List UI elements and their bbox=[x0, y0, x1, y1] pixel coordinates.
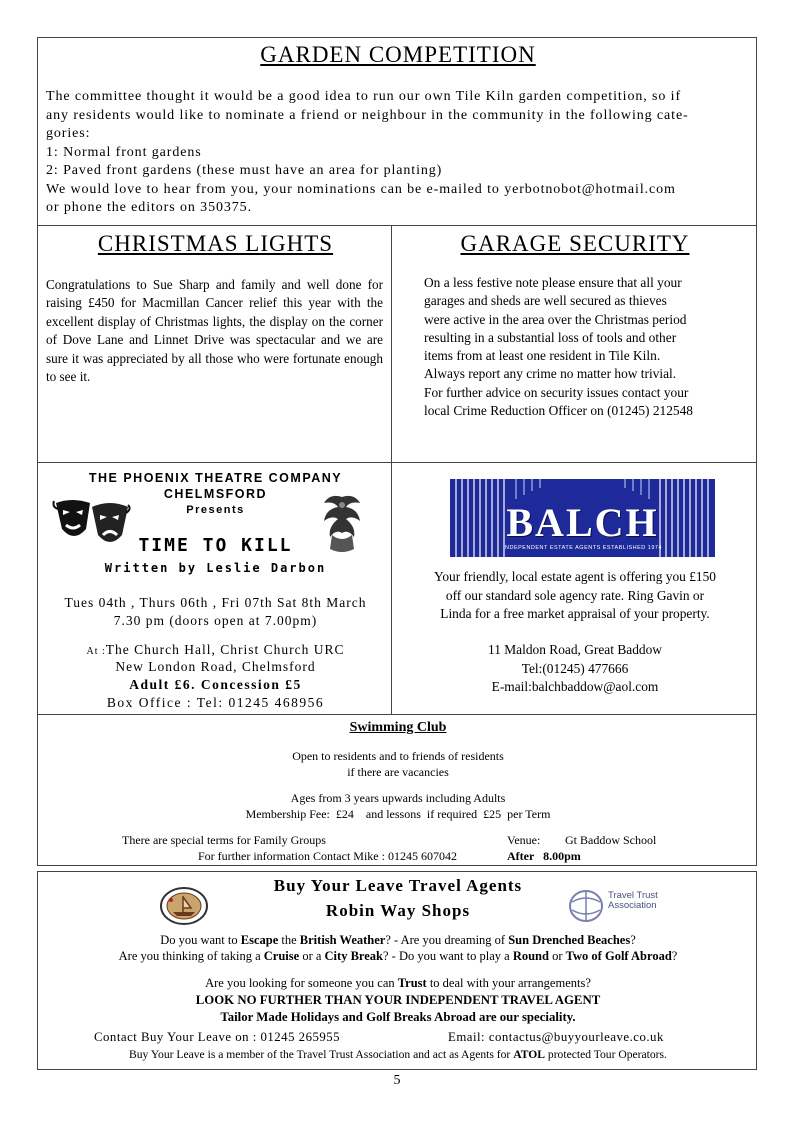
venue-prefix: At : bbox=[86, 646, 106, 657]
garage-line: For further advice on security issues contact your bbox=[424, 384, 689, 400]
garage-line: items from at least one resident in Tile Kiln. bbox=[424, 348, 661, 364]
theatre-company: THE PHOENIX THEATRE COMPANY bbox=[88, 471, 343, 485]
balch-tel: Tel:(01245) 477666 bbox=[521, 661, 629, 676]
travel-email[interactable]: Email: contactus@buyyourleave.co.uk bbox=[448, 1030, 664, 1044]
play-title: TIME TO KILL bbox=[138, 535, 293, 556]
travel-tailor: Tailor Made Holidays and Golf Breaks Abroad are our speciality. bbox=[220, 1010, 576, 1024]
garage-line: local Crime Reduction Officer on (01245) 212548 bbox=[424, 403, 693, 419]
balch-address: 11 Maldon Road, Great Baddow bbox=[488, 642, 662, 657]
garage-line: On a less festive note please ensure that all your bbox=[424, 275, 682, 290]
garden-line: The committee thought it would be a good idea to run our own Tile Kiln garden competition, so if bbox=[46, 89, 682, 104]
garden-line: any residents would like to nominate a friend or neighbour in the community in the following cate- bbox=[46, 107, 689, 123]
garden-line: 2: Paved front gardens (these must have an area for planting) bbox=[46, 163, 443, 178]
travel-question-1: Do you want to Escape the British Weather? - Are you dreaming of Sun Drenched Beaches? bbox=[160, 933, 636, 947]
theatre-time: 7.30 pm (doors open at 7.00pm) bbox=[113, 613, 318, 628]
balch-offer bbox=[392, 568, 758, 624]
travel-title-1: Buy Your Leave Travel Agents bbox=[273, 876, 523, 895]
swimming-contact: For further information Contact Mike : 01245 607042 bbox=[198, 849, 457, 863]
garage-line: resulting in a substantial loss of tools and other bbox=[424, 329, 677, 345]
travel-contact: Contact Buy Your Leave on : 01245 265955 bbox=[94, 1030, 341, 1044]
balch-line: off our standard sole agency rate. Ring Gavin or bbox=[445, 587, 705, 603]
balch-line: Linda for a free market appraisal of your property. bbox=[440, 606, 710, 621]
theatre-road: New London Road, Chelmsford bbox=[115, 659, 316, 674]
swimming-venue: Gt Baddow School bbox=[565, 833, 657, 847]
garden-line: We would love to hear from you, your nominations can be e-mailed to yerbotnobot@hotmail.com bbox=[46, 181, 676, 197]
christmas-body: Congratulations to Sue Sharp and family and well done for raising £450 for Macmillan Cancer relief this year with the excellent display of Christmas lights, the display on the corner of Dove Lane and Linnet Drive was spectacular and we are sure it was appreciated by all those who were fortunate enough to see it. bbox=[46, 277, 383, 385]
garage-line: garages and sheds are well secured as thieves bbox=[424, 293, 667, 309]
garden-competition-section bbox=[37, 37, 757, 226]
venue-name: The Church Hall, Christ Church URC bbox=[105, 642, 345, 657]
garden-title: GARDEN COMPETITION bbox=[260, 42, 536, 67]
balch-logo bbox=[450, 479, 715, 557]
garden-line: or phone the editors on 350375. bbox=[46, 200, 252, 215]
garden-line: 1: Normal front gardens bbox=[46, 144, 202, 160]
theatre-city: CHELMSFORD bbox=[163, 487, 268, 501]
theatre-section bbox=[37, 462, 392, 715]
travel-seal-icon bbox=[159, 886, 209, 926]
theatre-dates: Tues 04th , Thurs 06th , Fri 07th Sat 8th March bbox=[64, 595, 367, 610]
theatre-presents: Presents bbox=[186, 504, 245, 516]
travel-member: Buy Your Leave is a member of the Travel Trust Association and act as Agents for ATOL protected Tour Operators. bbox=[129, 1048, 667, 1061]
travel-question-3: Are you looking for someone you can Trust to deal with your arrangements? bbox=[205, 976, 591, 990]
theatre-prices: Adult £6. Concession £5 bbox=[129, 677, 302, 692]
play-writer: Written by Leslie Darbon bbox=[104, 561, 327, 575]
balch-logo-subtext: INDEPENDENT ESTATE AGENTS ESTABLISHED 1974 bbox=[502, 545, 663, 551]
garden-line: gories: bbox=[46, 126, 91, 141]
travel-caps: LOOK NO FURTHER THAN YOUR INDEPENDENT TRAVEL AGENT bbox=[195, 993, 601, 1007]
balch-section bbox=[391, 462, 757, 715]
swimming-open-2: if there are vacancies bbox=[347, 765, 449, 779]
garage-security-section bbox=[391, 225, 757, 463]
theatre-venue-line bbox=[38, 642, 393, 658]
balch-logo-text: BALCH bbox=[506, 500, 659, 545]
swimming-fee: Membership Fee: £24 and lessons if required £25 per Term bbox=[245, 807, 551, 821]
travel-trust-logo bbox=[568, 888, 673, 924]
balch-email: E-mail:balchbaddow@aol.com bbox=[491, 679, 659, 694]
swimming-after: After 8.00pm bbox=[507, 849, 581, 863]
garage-line: Always report any crime no matter how trivial. bbox=[424, 366, 677, 382]
swimming-ages: Ages from 3 years upwards including Adults bbox=[290, 791, 506, 805]
christmas-lights-section bbox=[37, 225, 392, 463]
garden-body bbox=[46, 88, 751, 218]
garage-body bbox=[424, 274, 754, 420]
swimming-venue-label: Venue: bbox=[507, 833, 541, 847]
swimming-title: Swimming Club bbox=[349, 720, 447, 735]
swimming-open-1: Open to residents and to friends of residents bbox=[292, 749, 504, 763]
travel-title-2: Robin Way Shops bbox=[325, 901, 471, 920]
theatre-box-office: Box Office : Tel: 01245 468956 bbox=[106, 695, 325, 710]
travel-trust-logo-text: Travel Trust Association bbox=[608, 890, 658, 911]
travel-section bbox=[37, 871, 757, 1070]
page-number: 5 bbox=[393, 1073, 401, 1088]
christmas-title: CHRISTMAS LIGHTS bbox=[97, 231, 334, 256]
garage-title: GARAGE SECURITY bbox=[460, 231, 690, 256]
travel-question-2: Are you thinking of taking a Cruise or a City Break? - Do you want to play a Round or Two of Golf Abroad? bbox=[118, 949, 678, 963]
swimming-club-section bbox=[37, 714, 757, 866]
swimming-family: There are special terms for Family Groups bbox=[122, 833, 326, 847]
balch-line: Your friendly, local estate agent is offering you £150 bbox=[433, 569, 716, 584]
garage-line: were active in the area over the Christmas period bbox=[424, 311, 687, 327]
